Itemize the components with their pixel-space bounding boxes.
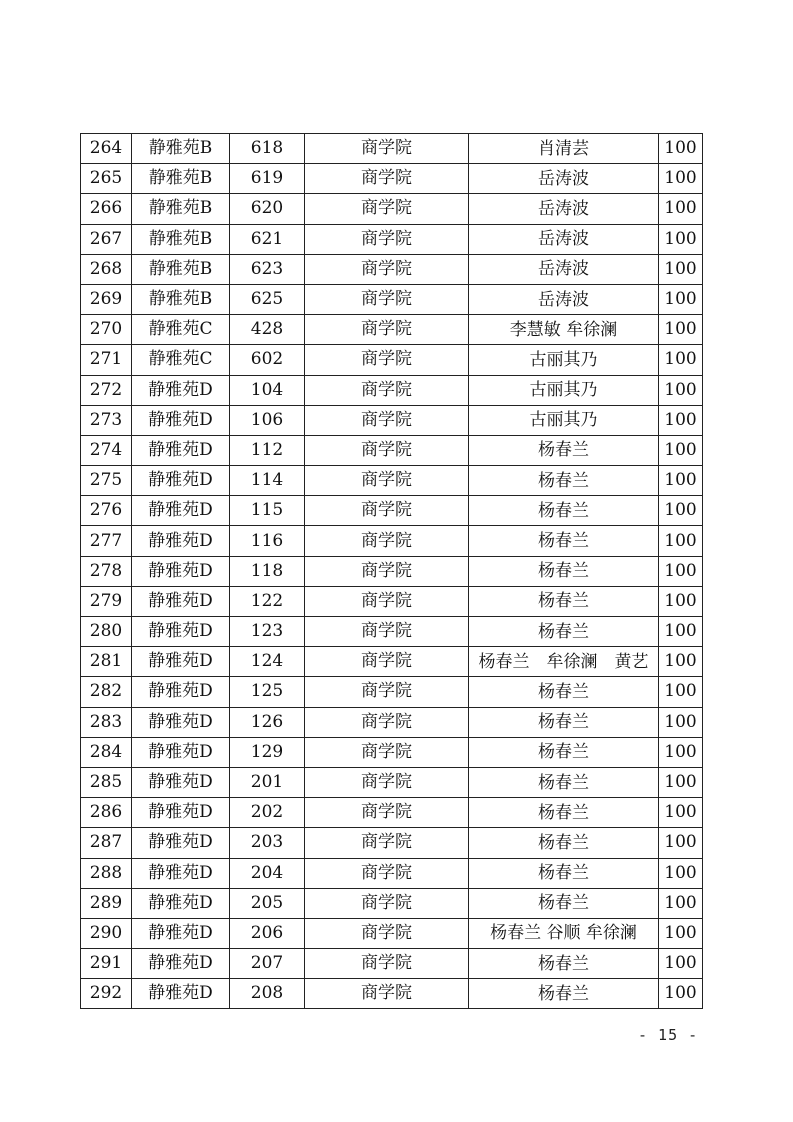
room-number-cell: 114 — [230, 466, 305, 496]
responsible-person-cell — [469, 375, 659, 405]
score-cell: 100 — [659, 677, 703, 707]
college-cell: 商学院 — [305, 828, 469, 858]
responsible-person-cell — [469, 647, 659, 677]
room-number-cell: 204 — [230, 858, 305, 888]
room-number-cell: 124 — [230, 647, 305, 677]
responsible-person-cell — [469, 918, 659, 948]
table-row — [81, 466, 703, 496]
table-row — [81, 224, 703, 254]
building-cell: 静雅苑D — [132, 767, 230, 797]
serial-number-cell: 284 — [81, 737, 132, 767]
serial-number-cell: 283 — [81, 707, 132, 737]
college-cell: 商学院 — [305, 858, 469, 888]
score-cell: 100 — [659, 858, 703, 888]
score-cell: 100 — [659, 254, 703, 284]
serial-number-cell: 278 — [81, 556, 132, 586]
college-cell: 商学院 — [305, 254, 469, 284]
room-number-cell: 201 — [230, 767, 305, 797]
serial-number-cell: 265 — [81, 164, 132, 194]
responsible-person-text: 杨春兰 — [538, 772, 589, 793]
building-cell: 静雅苑D — [132, 707, 230, 737]
room-number-cell: 122 — [230, 586, 305, 616]
score-cell: 100 — [659, 405, 703, 435]
responsible-person-text: 古丽其乃 — [529, 349, 598, 370]
serial-number-cell: 272 — [81, 375, 132, 405]
responsible-person-text: 李慧敏 牟徐澜 — [509, 319, 618, 340]
room-number-cell: 123 — [230, 617, 305, 647]
serial-number-cell: 264 — [81, 134, 132, 164]
score-cell: 100 — [659, 617, 703, 647]
room-number-cell: 126 — [230, 707, 305, 737]
college-cell: 商学院 — [305, 767, 469, 797]
college-cell: 商学院 — [305, 677, 469, 707]
serial-number-cell: 268 — [81, 254, 132, 284]
room-number-cell: 206 — [230, 918, 305, 948]
college-cell: 商学院 — [305, 315, 469, 345]
responsible-person-text: 杨春兰 — [538, 802, 589, 823]
responsible-person-text: 杨春兰 牟徐澜 黄艺 — [478, 651, 649, 672]
serial-number-cell: 275 — [81, 466, 132, 496]
building-cell: 静雅苑D — [132, 526, 230, 556]
room-number-cell: 602 — [230, 345, 305, 375]
responsible-person-cell — [469, 556, 659, 586]
room-number-cell: 619 — [230, 164, 305, 194]
college-cell: 商学院 — [305, 134, 469, 164]
serial-number-cell: 292 — [81, 979, 132, 1009]
room-number-cell: 106 — [230, 405, 305, 435]
score-cell: 100 — [659, 496, 703, 526]
serial-number-cell: 280 — [81, 617, 132, 647]
responsible-person-text: 古丽其乃 — [529, 410, 598, 431]
responsible-person-cell — [469, 828, 659, 858]
serial-number-cell: 277 — [81, 526, 132, 556]
building-cell: 静雅苑D — [132, 556, 230, 586]
responsible-person-text: 岳涛波 — [538, 229, 589, 250]
score-cell: 100 — [659, 526, 703, 556]
building-cell: 静雅苑B — [132, 134, 230, 164]
table-row — [81, 888, 703, 918]
table-row — [81, 617, 703, 647]
responsible-person-cell — [469, 677, 659, 707]
room-number-cell: 621 — [230, 224, 305, 254]
table-row — [81, 647, 703, 677]
responsible-person-cell — [469, 888, 659, 918]
responsible-person-text: 杨春兰 — [538, 893, 589, 914]
score-cell: 100 — [659, 284, 703, 314]
table-row — [81, 254, 703, 284]
serial-number-cell: 267 — [81, 224, 132, 254]
room-number-cell: 208 — [230, 979, 305, 1009]
table-row — [81, 375, 703, 405]
score-cell: 100 — [659, 556, 703, 586]
college-cell: 商学院 — [305, 375, 469, 405]
building-cell: 静雅苑B — [132, 164, 230, 194]
building-cell: 静雅苑D — [132, 405, 230, 435]
serial-number-cell: 279 — [81, 586, 132, 616]
responsible-person-cell — [469, 254, 659, 284]
room-number-cell: 129 — [230, 737, 305, 767]
responsible-person-cell — [469, 496, 659, 526]
table-row — [81, 979, 703, 1009]
room-number-cell: 203 — [230, 828, 305, 858]
room-number-cell: 116 — [230, 526, 305, 556]
table-row — [81, 918, 703, 948]
building-cell: 静雅苑D — [132, 586, 230, 616]
serial-number-cell: 270 — [81, 315, 132, 345]
building-cell: 静雅苑D — [132, 918, 230, 948]
score-cell: 100 — [659, 828, 703, 858]
table-body — [81, 134, 703, 1009]
room-number-cell: 112 — [230, 435, 305, 465]
responsible-person-cell — [469, 345, 659, 375]
room-number-cell: 623 — [230, 254, 305, 284]
table-row — [81, 315, 703, 345]
building-cell: 静雅苑D — [132, 647, 230, 677]
serial-number-cell: 291 — [81, 949, 132, 979]
table-row — [81, 284, 703, 314]
table-row — [81, 949, 703, 979]
responsible-person-cell — [469, 224, 659, 254]
serial-number-cell: 273 — [81, 405, 132, 435]
college-cell: 商学院 — [305, 707, 469, 737]
building-cell: 静雅苑D — [132, 858, 230, 888]
building-cell: 静雅苑D — [132, 888, 230, 918]
building-cell: 静雅苑D — [132, 617, 230, 647]
responsible-person-cell — [469, 798, 659, 828]
college-cell: 商学院 — [305, 435, 469, 465]
table-row — [81, 798, 703, 828]
responsible-person-cell — [469, 284, 659, 314]
table-row — [81, 858, 703, 888]
responsible-person-text: 杨春兰 — [538, 953, 589, 974]
responsible-person-cell — [469, 134, 659, 164]
table-row — [81, 435, 703, 465]
responsible-person-cell — [469, 737, 659, 767]
building-cell: 静雅苑C — [132, 315, 230, 345]
responsible-person-text: 古丽其乃 — [529, 380, 598, 401]
score-cell: 100 — [659, 375, 703, 405]
college-cell: 商学院 — [305, 526, 469, 556]
college-cell: 商学院 — [305, 918, 469, 948]
college-cell: 商学院 — [305, 798, 469, 828]
responsible-person-cell — [469, 586, 659, 616]
college-cell: 商学院 — [305, 617, 469, 647]
serial-number-cell: 276 — [81, 496, 132, 526]
score-cell: 100 — [659, 647, 703, 677]
responsible-person-cell — [469, 858, 659, 888]
college-cell: 商学院 — [305, 888, 469, 918]
college-cell: 商学院 — [305, 224, 469, 254]
college-cell: 商学院 — [305, 496, 469, 526]
score-cell: 100 — [659, 888, 703, 918]
serial-number-cell: 285 — [81, 767, 132, 797]
room-number-cell: 625 — [230, 284, 305, 314]
responsible-person-cell — [469, 949, 659, 979]
room-number-cell: 118 — [230, 556, 305, 586]
responsible-person-text: 杨春兰 — [538, 500, 589, 521]
table-row — [81, 737, 703, 767]
responsible-person-cell — [469, 466, 659, 496]
college-cell: 商学院 — [305, 345, 469, 375]
building-cell: 静雅苑D — [132, 828, 230, 858]
responsible-person-text: 杨春兰 — [538, 561, 589, 582]
college-cell: 商学院 — [305, 586, 469, 616]
responsible-person-text: 杨春兰 — [538, 621, 589, 642]
score-cell: 100 — [659, 767, 703, 797]
serial-number-cell: 266 — [81, 194, 132, 224]
serial-number-cell: 282 — [81, 677, 132, 707]
room-number-cell: 115 — [230, 496, 305, 526]
responsible-person-cell — [469, 435, 659, 465]
building-cell: 静雅苑D — [132, 496, 230, 526]
responsible-person-cell — [469, 707, 659, 737]
responsible-person-text: 杨春兰 谷顺 牟徐澜 — [490, 923, 637, 944]
score-cell: 100 — [659, 918, 703, 948]
score-cell: 100 — [659, 707, 703, 737]
room-number-cell: 620 — [230, 194, 305, 224]
score-cell: 100 — [659, 949, 703, 979]
room-number-cell: 618 — [230, 134, 305, 164]
responsible-person-cell — [469, 194, 659, 224]
building-cell: 静雅苑D — [132, 677, 230, 707]
table-row — [81, 767, 703, 797]
building-cell: 静雅苑D — [132, 979, 230, 1009]
dormitory-score-table — [80, 133, 703, 1009]
room-number-cell: 205 — [230, 888, 305, 918]
score-cell: 100 — [659, 586, 703, 616]
building-cell: 静雅苑C — [132, 345, 230, 375]
table-row — [81, 677, 703, 707]
serial-number-cell: 290 — [81, 918, 132, 948]
page-number: - 15 - — [638, 1026, 699, 1044]
room-number-cell: 207 — [230, 949, 305, 979]
responsible-person-cell — [469, 315, 659, 345]
room-number-cell: 125 — [230, 677, 305, 707]
serial-number-cell: 271 — [81, 345, 132, 375]
building-cell: 静雅苑B — [132, 194, 230, 224]
score-cell: 100 — [659, 345, 703, 375]
score-cell: 100 — [659, 466, 703, 496]
score-cell: 100 — [659, 134, 703, 164]
serial-number-cell: 287 — [81, 828, 132, 858]
table-row — [81, 586, 703, 616]
responsible-person-text: 杨春兰 — [538, 440, 589, 461]
serial-number-cell: 289 — [81, 888, 132, 918]
responsible-person-text: 杨春兰 — [538, 742, 589, 763]
table-row — [81, 707, 703, 737]
responsible-person-text: 杨春兰 — [538, 712, 589, 733]
college-cell: 商学院 — [305, 194, 469, 224]
building-cell: 静雅苑B — [132, 284, 230, 314]
responsible-person-text: 杨春兰 — [538, 681, 589, 702]
responsible-person-text: 肖清芸 — [538, 138, 589, 159]
table-row — [81, 194, 703, 224]
college-cell: 商学院 — [305, 405, 469, 435]
college-cell: 商学院 — [305, 284, 469, 314]
serial-number-cell: 274 — [81, 435, 132, 465]
responsible-person-text: 岳涛波 — [538, 168, 589, 189]
building-cell: 静雅苑D — [132, 466, 230, 496]
responsible-person-cell — [469, 164, 659, 194]
responsible-person-cell — [469, 767, 659, 797]
room-number-cell: 202 — [230, 798, 305, 828]
responsible-person-text: 杨春兰 — [538, 531, 589, 552]
responsible-person-text: 杨春兰 — [538, 983, 589, 1004]
table-row — [81, 345, 703, 375]
table-row — [81, 134, 703, 164]
serial-number-cell: 269 — [81, 284, 132, 314]
serial-number-cell: 281 — [81, 647, 132, 677]
responsible-person-text: 杨春兰 — [538, 832, 589, 853]
college-cell: 商学院 — [305, 949, 469, 979]
table-row — [81, 405, 703, 435]
score-cell: 100 — [659, 737, 703, 767]
table-row — [81, 526, 703, 556]
building-cell: 静雅苑D — [132, 435, 230, 465]
responsible-person-text: 岳涛波 — [538, 289, 589, 310]
responsible-person-text: 杨春兰 — [538, 470, 589, 491]
responsible-person-cell — [469, 979, 659, 1009]
college-cell: 商学院 — [305, 979, 469, 1009]
score-cell: 100 — [659, 435, 703, 465]
building-cell: 静雅苑D — [132, 737, 230, 767]
serial-number-cell: 286 — [81, 798, 132, 828]
responsible-person-text: 岳涛波 — [538, 198, 589, 219]
score-cell: 100 — [659, 164, 703, 194]
score-cell: 100 — [659, 224, 703, 254]
college-cell: 商学院 — [305, 647, 469, 677]
college-cell: 商学院 — [305, 466, 469, 496]
table-row — [81, 828, 703, 858]
building-cell: 静雅苑D — [132, 949, 230, 979]
table-row — [81, 164, 703, 194]
responsible-person-cell — [469, 526, 659, 556]
responsible-person-cell — [469, 405, 659, 435]
table-row — [81, 556, 703, 586]
responsible-person-text: 杨春兰 — [538, 863, 589, 884]
responsible-person-text: 岳涛波 — [538, 259, 589, 280]
responsible-person-text: 杨春兰 — [538, 591, 589, 612]
responsible-person-cell — [469, 617, 659, 647]
score-cell: 100 — [659, 979, 703, 1009]
building-cell: 静雅苑D — [132, 798, 230, 828]
college-cell: 商学院 — [305, 164, 469, 194]
score-cell: 100 — [659, 194, 703, 224]
building-cell: 静雅苑B — [132, 224, 230, 254]
building-cell: 静雅苑D — [132, 375, 230, 405]
college-cell: 商学院 — [305, 556, 469, 586]
score-cell: 100 — [659, 315, 703, 345]
serial-number-cell: 288 — [81, 858, 132, 888]
room-number-cell: 104 — [230, 375, 305, 405]
table-row — [81, 496, 703, 526]
college-cell: 商学院 — [305, 737, 469, 767]
room-number-cell: 428 — [230, 315, 305, 345]
score-cell: 100 — [659, 798, 703, 828]
building-cell: 静雅苑B — [132, 254, 230, 284]
